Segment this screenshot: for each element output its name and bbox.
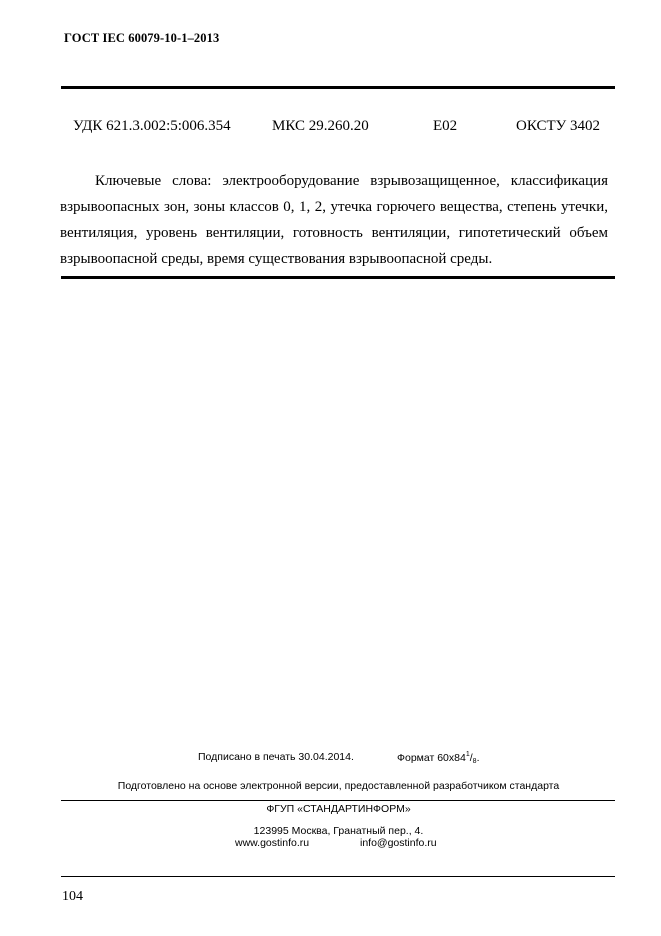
- format-denominator: 8: [472, 758, 477, 765]
- signed-for-print: Подписано в печать 30.04.2014.: [198, 751, 354, 763]
- format-prefix: Формат 60x84: [397, 752, 466, 764]
- publisher-email: info@gostinfo.ru: [360, 837, 437, 849]
- keywords-paragraph: Ключевые слова: электрооборудование взрывозащищенное, классификация взрывоопасных зон, зоны классов 0, 1, 2, утечка горючего вещества, степень утечки, вентиляция, уровень вентиляции, готовность вентиляции, гипотетический объем взрывоопасной среды, время существования взрывоопасной среды.: [60, 173, 608, 267]
- format-suffix: .: [476, 752, 480, 764]
- page-number: 104: [62, 889, 83, 904]
- document-header: ГОСТ IEC 60079-10-1–2013: [64, 31, 220, 45]
- publisher-name: ФГУП «СТАНДАРТИНФОРМ»: [266, 803, 411, 815]
- format-numerator: 1: [465, 751, 470, 758]
- bottom-divider: [61, 276, 615, 279]
- e02-code: Е02: [433, 118, 458, 134]
- udk-code: УДК 621.3.002:5:006.354: [73, 118, 231, 134]
- mks-code: МКС 29.260.20: [272, 118, 369, 134]
- footer-divider: [61, 876, 615, 877]
- prepared-note: Подготовлено на основе электронной версии, предоставленной разработчиком стандарта: [117, 780, 560, 792]
- imprint-divider: [61, 800, 615, 801]
- top-divider: [61, 86, 615, 89]
- publisher-address: 123995 Москва, Гранатный пер., 4.: [253, 825, 424, 837]
- publisher-website: www.gostinfo.ru: [235, 837, 310, 849]
- okstu-code: ОКСТУ 3402: [516, 118, 601, 134]
- paper-format: Формат $60x84^1/_8$.: [397, 751, 480, 765]
